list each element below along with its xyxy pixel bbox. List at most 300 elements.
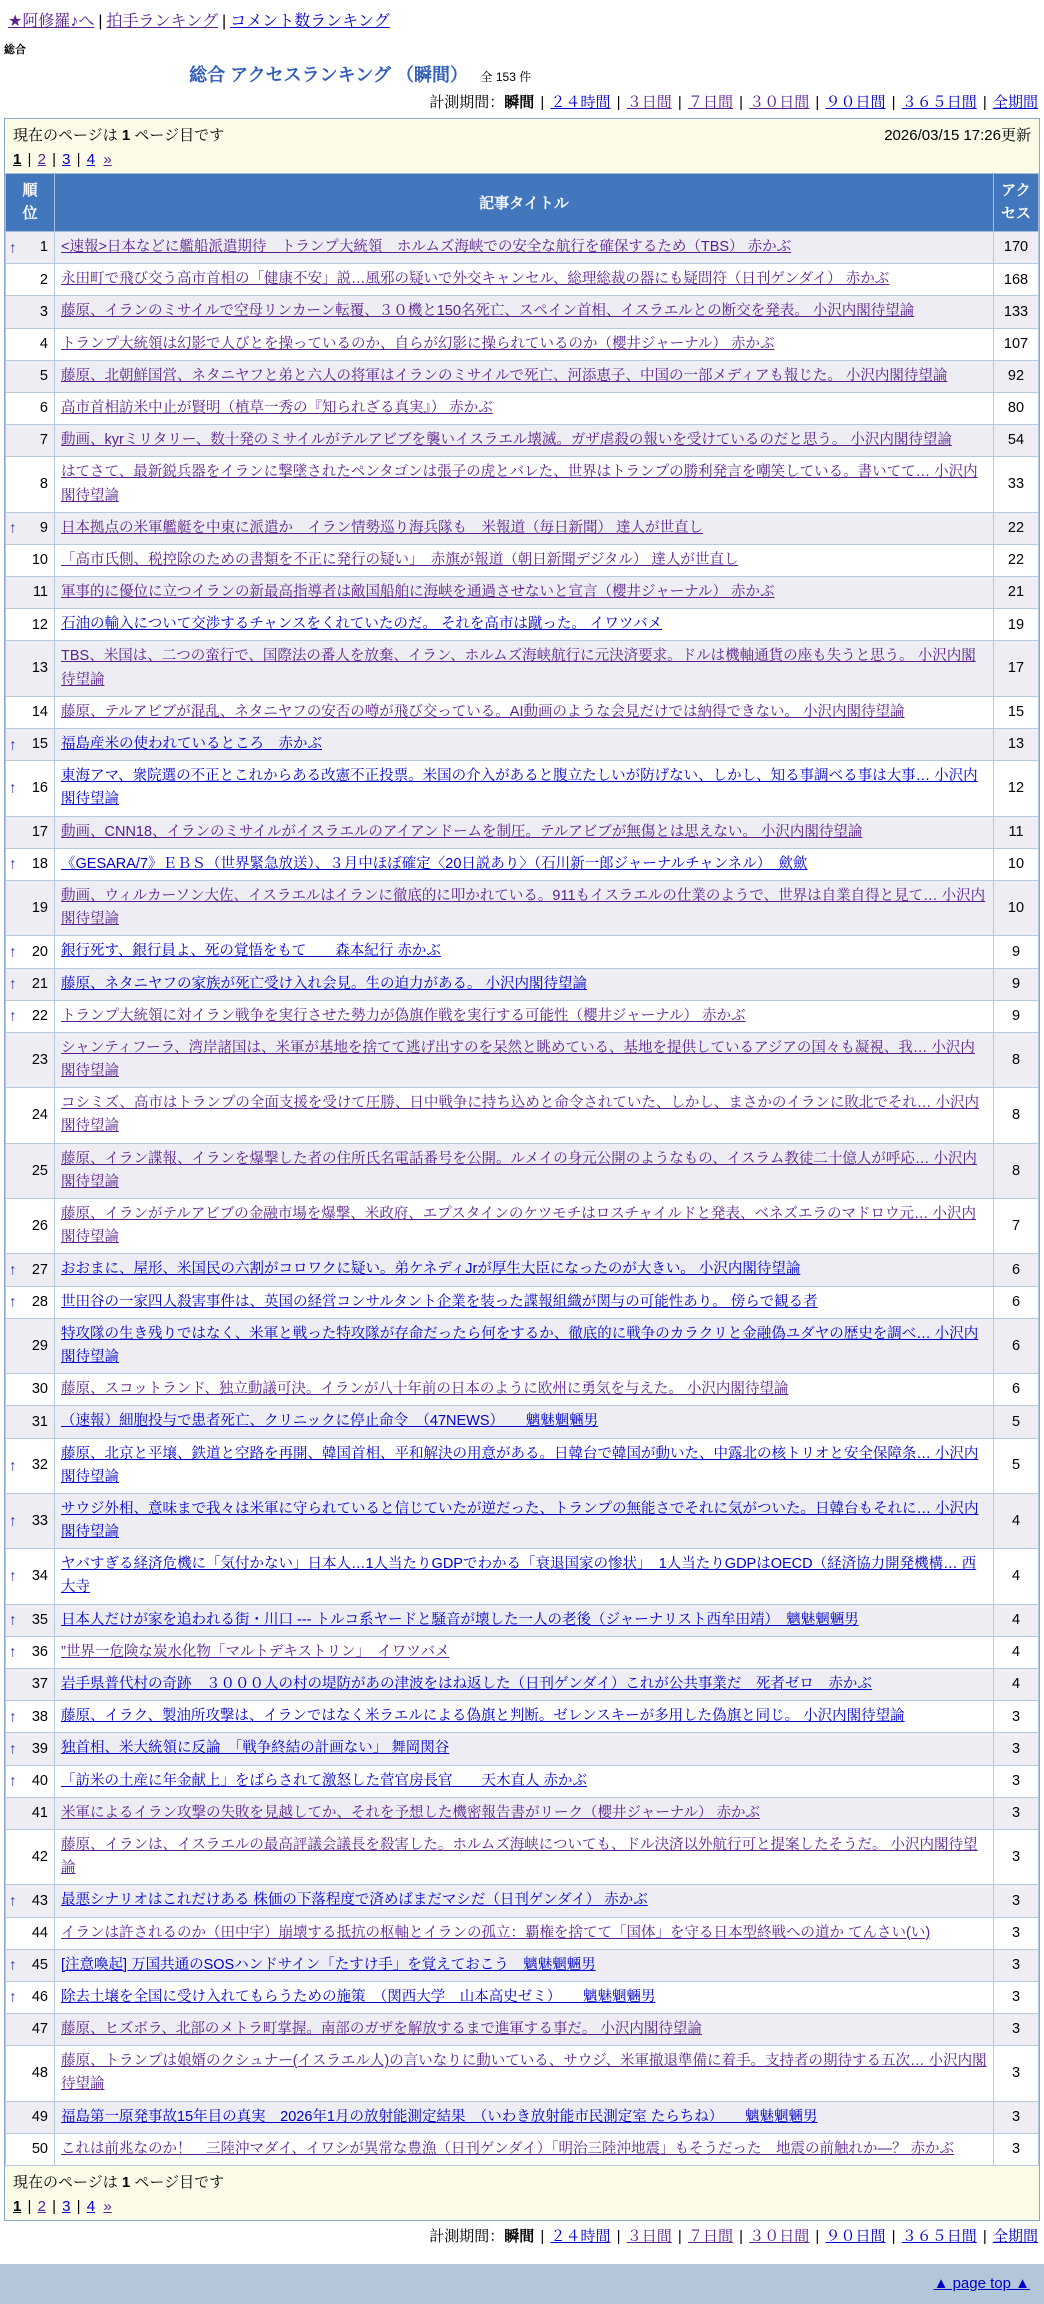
pagination-page-link[interactable]: 3	[62, 2198, 71, 2215]
rank-number: 45	[31, 1957, 48, 1974]
title-cell	[55, 1318, 994, 1373]
table-row	[6, 1885, 1039, 1917]
rank-cell	[6, 609, 55, 641]
table-header-row	[6, 174, 1039, 232]
article-link[interactable]: 藤原、ヒズボラ、北部のメトラ町掌握。南部のガザを解放するまで進軍する事だ。 小沢内閣待望論	[61, 2021, 702, 2038]
category-label: 総合	[4, 44, 26, 56]
rank-up-icon: ↑	[9, 1007, 17, 1025]
rank-up-icon: ↑	[9, 1611, 17, 1629]
rank-up-icon: ↑	[9, 1772, 17, 1790]
title-cell	[55, 425, 994, 457]
access-count-cell: 17	[994, 641, 1039, 696]
period-link[interactable]: ９０日間	[825, 94, 886, 111]
title-cell	[55, 360, 994, 392]
access-count-cell: 54	[994, 425, 1039, 457]
article-link[interactable]: 《GESARA/7》ＥＢＳ（世界緊急放送）、３月中ほぼ確定〈20日説あり〉（石川新一郎ジャーナルチャンネル） 歛歛	[61, 855, 808, 872]
access-count-cell: 3	[994, 1829, 1039, 1884]
rank-number: 30	[31, 1381, 48, 1398]
rank-cell	[6, 328, 55, 360]
rank-up-icon: ↑	[9, 1512, 17, 1530]
article-link[interactable]: 軍事的に優位に立つイランの新最高指導者は敵国船舶に海峡を通過させないと宣言（櫻井ジャーナル） 赤かぶ	[61, 584, 775, 601]
article-link[interactable]: 藤原、スコットランド、独立動議可決。イランが八十年前の日本のように欧州に勇気を与えた。 小沢内閣待望論	[61, 1381, 789, 1398]
title-cell	[55, 1000, 994, 1032]
title-cell	[55, 232, 994, 264]
period-link[interactable]: ２４時間	[550, 2228, 611, 2245]
article-link[interactable]: ”世界一危険な炭水化物「マルトデキストリン」 イワツバメ	[61, 1643, 450, 1660]
period-separator: |	[887, 94, 900, 111]
rank-cell	[6, 1088, 55, 1143]
rank-cell	[6, 457, 55, 512]
period-separator: |	[735, 2228, 748, 2245]
article-link[interactable]: 動画、CNN18、イランのミサイルがイスラエルのアイアンドームを制圧。テルアビブが無傷とは思えない。 小沢内閣待望論	[61, 823, 863, 840]
access-count-cell: 9	[994, 968, 1039, 1000]
table-row	[6, 1549, 1039, 1604]
access-count-cell: 9	[994, 936, 1039, 968]
access-count-cell: 4	[994, 1493, 1039, 1548]
rank-number: 3	[39, 303, 48, 320]
access-count-cell: 9	[994, 1000, 1039, 1032]
pagination-page-link[interactable]: 4	[86, 151, 96, 168]
title-cell	[55, 1917, 994, 1949]
period-separator: |	[673, 2228, 686, 2245]
access-count-cell: 3	[994, 1885, 1039, 1917]
access-count-cell: 4	[994, 1636, 1039, 1668]
table-row	[6, 457, 1039, 512]
rank-number: 39	[31, 1740, 48, 1757]
rank-number: 5	[39, 368, 48, 385]
table-row	[6, 696, 1039, 728]
table-row	[6, 641, 1039, 696]
article-link[interactable]: TBS、米国は、二つの蛮行で、国際法の番人を放棄、イラン、ホルムズ海峡航行に元決済要求。ドルは機軸通貨の座も失うと思う。 小沢内閣待望論	[61, 648, 976, 688]
rank-number: 31	[31, 1413, 48, 1430]
article-link[interactable]: 東海アマ、衆院選の不正とこれからある改憲不正投票。米国の介入があると腹立たしいが防げない、しかし、知る事調べる事は大事… 小沢内閣待望論	[61, 768, 978, 808]
title-cell	[55, 512, 994, 544]
page-info-number: 1	[121, 127, 131, 144]
period-links	[0, 87, 1044, 116]
period-link[interactable]: ７日間	[687, 94, 733, 111]
pagination-page-link[interactable]: 2	[37, 2198, 46, 2215]
access-count-cell: 3	[994, 2046, 1039, 2101]
table-row	[6, 848, 1039, 880]
rank-number: 34	[31, 1568, 48, 1585]
rank-number: 41	[31, 1805, 48, 1822]
table-row	[6, 425, 1039, 457]
box-head	[5, 119, 1039, 173]
article-link[interactable]: 永田町で飛び交う高市首相の「健康不安」説…風邪の疑いで外交キャンセル、総理総裁の器にも疑問符（日刊ゲンダイ） 赤かぶ	[61, 271, 890, 288]
rank-cell	[6, 2046, 55, 2101]
article-link[interactable]: 福島第一原発事故15年目の真実 2026年1月の放射能測定結果 （いわき放射能市民測定室 たらちね） 魑魅魍魎男	[61, 2108, 818, 2125]
title-cell	[55, 1032, 994, 1087]
rank-cell	[6, 360, 55, 392]
box-foot	[5, 2166, 1039, 2220]
title-cell	[55, 1199, 994, 1254]
rank-cell	[6, 1949, 55, 1981]
title-cell	[55, 2014, 994, 2046]
rank-cell	[6, 264, 55, 296]
rank-cell	[6, 1981, 55, 2013]
rank-cell	[6, 1549, 55, 1604]
table-row	[6, 544, 1039, 576]
nav-separator: |	[222, 13, 227, 30]
access-count-cell: 3	[994, 2133, 1039, 2165]
article-link[interactable]: 「高市氏側、税控除のための書類を不正に発行の疑い」 赤旗が報道（朝日新聞デジタル） 達人が世直し	[61, 551, 739, 568]
access-count-cell: 4	[994, 1604, 1039, 1636]
rank-cell	[6, 880, 55, 935]
access-count-cell: 8	[994, 1032, 1039, 1087]
table-row	[6, 1493, 1039, 1548]
title-cell	[55, 1765, 994, 1797]
rank-number: 9	[39, 520, 48, 537]
title-cell	[55, 2046, 994, 2101]
rank-cell	[6, 1701, 55, 1733]
article-link[interactable]: 石油の輸入について交渉するチャンスをくれていたのだ。 それを高市は蹴った。 イワツバメ	[61, 616, 663, 633]
article-link[interactable]: 藤原、イラク、製油所攻撃は、イランではなく米ラエルによる偽旗と判断。ゼレンスキーが多用した偽旗と同じ。 小沢内閣待望論	[61, 1708, 905, 1725]
article-link[interactable]: サウジ外相、意味まで我々は米軍に守られていると信じていたが逆だった、トランプの無能さでそれに気がついた。日韓台もそれに… 小沢内閣待望論	[61, 1500, 979, 1541]
access-count-cell: 10	[994, 848, 1039, 880]
rank-up-icon: ↑	[9, 1988, 17, 2006]
rank-number: 43	[31, 1892, 48, 1909]
title-cell	[55, 609, 994, 641]
article-link[interactable]: 動画、kyrミリタリー、数十発のミサイルがテルアビブを襲いイスラエル壊滅。ガザ虐殺の報いを受けているのだと思う。 小沢内閣待望論	[61, 432, 952, 449]
period-link[interactable]: ２４時間	[550, 94, 611, 111]
rank-cell	[6, 936, 55, 968]
rank-number: 23	[31, 1051, 48, 1068]
rank-cell	[6, 1000, 55, 1032]
access-count-cell: 3	[994, 1917, 1039, 1949]
table-row	[6, 1374, 1039, 1406]
rank-cell	[6, 729, 55, 761]
page-info-prefix: 現在のページは	[13, 2174, 118, 2191]
pagination-page-link[interactable]: 3	[62, 151, 71, 168]
rank-number: 33	[31, 1512, 48, 1529]
access-count-cell: 7	[994, 1199, 1039, 1254]
table-row	[6, 1636, 1039, 1668]
article-link[interactable]: 福島産米の使われているところ 赤かぶ	[61, 736, 322, 752]
article-link[interactable]: 最悪シナリオはこれだけある 株価の下落程度で済めばまだマシだ（日刊ゲンダイ） 赤かぶ	[61, 1892, 648, 1909]
rank-number: 48	[31, 2065, 48, 2082]
article-link[interactable]: 藤原、イラン諜報、イランを爆撃した者の住所氏名電話番号を公開。ルメイの身元公開のようなもの、イスラム教徒二十億人が呼応… 小沢内閣待望論	[61, 1150, 977, 1190]
rank-number: 13	[31, 660, 48, 677]
article-link[interactable]: 藤原、イランは、イスラエルの最高評議会議長を殺害した。ホルムズ海峡についても、ドル決済以外航行可と提案したそうだ。 小沢内閣待望論	[61, 1836, 978, 1877]
period-separator: |	[887, 2228, 900, 2245]
rank-cell	[6, 392, 55, 424]
title-cell	[55, 1701, 994, 1733]
article-link[interactable]: はてさて、最新鋭兵器をイランに撃墜されたペンタゴンは張子の虎とバレた、世界はトランプの勝利発言を嘲笑している。書いてて… 小沢内閣待望論	[61, 464, 978, 504]
access-count-cell: 133	[994, 296, 1039, 328]
pagination-next-link[interactable]: »	[103, 151, 112, 168]
access-count-cell: 33	[994, 457, 1039, 512]
rank-number: 7	[39, 432, 48, 449]
rank-number: 12	[31, 616, 48, 633]
access-count-cell: 22	[994, 512, 1039, 544]
rank-number: 18	[31, 856, 48, 873]
rank-number: 10	[31, 552, 48, 569]
article-link[interactable]: （速報）細胞投与で患者死亡、クリニックに停止命令 （47NEWS） 魑魅魍魎男	[61, 1413, 599, 1430]
rank-number: 27	[31, 1261, 48, 1278]
period-links	[0, 2221, 1044, 2250]
access-count-cell: 3	[994, 1797, 1039, 1829]
table-row	[6, 1604, 1039, 1636]
table-row	[6, 1438, 1039, 1493]
rank-number: 6	[39, 400, 48, 417]
rank-cell	[6, 1669, 55, 1701]
article-link[interactable]: 除去土壌を全国に受け入れてもらうための施策 （関西大学 山本高史ゼミ） 魑魅魍魎男	[61, 1988, 656, 2005]
rank-cell	[6, 1143, 55, 1198]
rank-cell	[6, 1406, 55, 1438]
article-link[interactable]: 藤原、トランプは娘婿のクシュナー(イスラエル人)の言いなりに動いている、サウジ、米軍撤退準備に着手。支持者の期待する五次… 小沢内閣待望論	[61, 2053, 987, 2093]
title-cell	[55, 696, 994, 728]
table-row	[6, 2133, 1039, 2165]
rank-cell	[6, 1286, 55, 1318]
rank-cell	[6, 696, 55, 728]
title-cell	[55, 392, 994, 424]
article-link[interactable]: ヤバすぎる経済危機に「気付かない」日本人…1人当たりGDPでわかる「衰退国家の惨状」 1人当たりGDPはOECD（経済協力開発機構… 西大寺	[61, 1556, 977, 1596]
article-link[interactable]: コシミズ、高市はトランプの全面支援を受けて圧勝、日中戦争に持ち込めと命令されていた、しかし、まさかのイランに敗北でそれ… 小沢内閣待望論	[61, 1095, 979, 1135]
article-link[interactable]: 日本拠点の米軍艦艇を中東に派遣か イラン情勢巡り海兵隊も 米報道（毎日新聞） 達人が世直し	[61, 519, 704, 536]
period-link[interactable]: 全期間	[992, 2228, 1038, 2245]
ranking-table	[5, 173, 1039, 2166]
rank-number: 11	[32, 584, 48, 601]
table-row	[6, 264, 1039, 296]
article-link[interactable]: トランプ大統領に対イラン戦争を実行させた勢力が偽旗作戦を実行する可能性（櫻井ジャーナル） 赤かぶ	[61, 1007, 746, 1024]
rank-cell	[6, 1636, 55, 1668]
pagination-page-link[interactable]: 4	[86, 2198, 96, 2215]
access-count-cell: 21	[994, 577, 1039, 609]
table-row	[6, 1981, 1039, 2013]
rank-number: 4	[39, 335, 48, 352]
title-cell	[55, 1549, 994, 1604]
period-link[interactable]: 全期間	[992, 94, 1038, 111]
article-link[interactable]: 藤原、北京と平壌、鉄道と空路を再開、韓国首相、平和解決の用意がある。日韓台で韓国が動いた、中露北の核トリオと安全保障条… 小沢内閣待望論	[61, 1445, 979, 1485]
table-row	[6, 1143, 1039, 1198]
access-count-cell: 19	[994, 609, 1039, 641]
rank-cell	[6, 1318, 55, 1373]
nav-link[interactable]: 拍手ランキング	[106, 13, 219, 30]
article-link[interactable]: 藤原、北朝鮮国営、ネタニヤフと弟と六人の将軍はイランのミサイルで死亡、河添恵子、中国の一部メディアも報じた。 小沢内閣待望論	[61, 367, 948, 384]
article-link[interactable]: これは前兆なのか！ 三陸沖マダイ、イワシが異常な豊漁（日刊ゲンダイ）「明治三陸沖地震」もそうだった 地震の前触れか―？ 赤かぶ	[61, 2140, 955, 2157]
rank-number: 26	[31, 1217, 48, 1234]
table-row	[6, 1829, 1039, 1884]
article-link[interactable]: シャンティフーラ、湾岸諸国は、米軍が基地を捨てて逃げ出すのを呆然と眺めている、基地を提供しているアジアの国々も凝視、我… 小沢内閣待望論	[61, 1039, 975, 1080]
article-link[interactable]: 藤原、ネタニヤフの家族が死亡受け入れ会見。生の迫力がある。 小沢内閣待望論	[61, 975, 588, 992]
rank-up-icon: ↑	[9, 1740, 17, 1758]
table-row	[6, 2101, 1039, 2133]
rank-cell	[6, 1885, 55, 1917]
table-row	[6, 1032, 1039, 1087]
rank-cell	[6, 761, 55, 816]
page-info-suffix: ページ目です	[134, 2174, 225, 2191]
title-cell	[55, 328, 994, 360]
period-link[interactable]: ９０日間	[825, 2228, 886, 2245]
rank-up-icon: ↑	[9, 975, 17, 993]
article-link[interactable]: おおまに、屋形、米国民の六割がコロワクに疑い。弟ケネディJrが厚生大臣になったのが大きい。 小沢内閣待望論	[61, 1261, 801, 1278]
rank-cell	[6, 232, 55, 264]
col-header-title: 記事タイトル	[55, 174, 994, 232]
rank-number: 42	[31, 1848, 48, 1865]
title-cell	[55, 544, 994, 576]
title-cell	[55, 1949, 994, 1981]
col-header-rank: 順位	[6, 174, 55, 232]
article-link[interactable]: 「訪米の土産に年金献上」をばらされて激怒した菅官房長官 天木直人 赤かぶ	[61, 1772, 588, 1789]
title-cell	[55, 577, 994, 609]
rank-cell	[6, 848, 55, 880]
rank-up-icon: ↑	[9, 1956, 17, 1974]
table-row	[6, 609, 1039, 641]
table-row	[6, 729, 1039, 761]
rank-cell	[6, 1254, 55, 1286]
table-row	[6, 1286, 1039, 1318]
access-count-cell: 10	[994, 880, 1039, 935]
access-count-cell: 8	[994, 1088, 1039, 1143]
rank-cell	[6, 1374, 55, 1406]
title-cell	[55, 457, 994, 512]
period-link[interactable]: ３６５日間	[901, 94, 977, 111]
rank-number: 29	[31, 1337, 48, 1354]
rank-cell	[6, 425, 55, 457]
access-count-cell: 3	[994, 1981, 1039, 2013]
table-row	[6, 1949, 1039, 1981]
table-row	[6, 577, 1039, 609]
article-link[interactable]: イランは許されるのか（田中宇）崩壊する抵抗の枢軸とイランの孤立：覇権を捨てて「国体」を守る日本型終戦への道か てんさい(い)	[61, 1924, 931, 1941]
rank-cell	[6, 296, 55, 328]
pagination-current: 1	[13, 2198, 22, 2215]
access-count-cell: 3	[994, 1733, 1039, 1765]
total-count: 全 153 件	[480, 70, 532, 84]
article-link[interactable]: 高市首相訪米中止が賢明（植草一秀の『知られざる真実』） 赤かぶ	[61, 399, 493, 416]
rank-up-icon: ↑	[9, 735, 17, 753]
title-cell	[55, 264, 994, 296]
pagination-page-link[interactable]: 2	[37, 151, 46, 168]
article-link[interactable]: 日本人だけが家を追われる街・川口 --- トルコ系ヤードと騒音が壊した一人の老後（ジャーナリスト西牟田靖） 魑魅魍魎男	[61, 1611, 859, 1628]
title-cell	[55, 296, 994, 328]
ranking-table-body	[6, 232, 1039, 2166]
article-link[interactable]: 動画、ウィルカーソン大佐、イスラエルはイランに徹底的に叩かれている。911もイスラエルの仕業のようで、世界は自業自得と見て… 小沢内閣待望論	[61, 887, 986, 928]
access-count-cell: 4	[994, 1669, 1039, 1701]
title-cell	[55, 936, 994, 968]
table-row	[6, 1701, 1039, 1733]
rank-number: 17	[31, 823, 48, 840]
article-link[interactable]: 藤原、イランがテルアビブの金融市場を爆撃、米政府、エプスタインのケツモチはロスチャイルドと発表、ベネズエラのマドロウ元… 小沢内閣待望論	[61, 1206, 977, 1246]
page-info-prefix: 現在のページは	[13, 127, 118, 144]
rank-up-icon: ↑	[9, 1261, 17, 1279]
title-cell	[55, 1797, 994, 1829]
nav-link[interactable]: コメント数ランキング	[230, 13, 390, 30]
article-link[interactable]: 独首相、米大統領に反論 「戦争終結の計画ない」 舞岡関谷	[61, 1740, 450, 1757]
period-separator: |	[673, 94, 686, 111]
rank-cell	[6, 544, 55, 576]
title-cell	[55, 761, 994, 816]
rank-cell	[6, 1917, 55, 1949]
title-cell	[55, 848, 994, 880]
article-link[interactable]: <速報>日本などに艦船派遣期待 トランプ大統領 ホルムズ海峡での安全な航行を確保するため（TBS） 赤かぶ	[61, 239, 792, 255]
access-count-cell: 12	[994, 761, 1039, 816]
article-link[interactable]: 藤原、イランのミサイルで空母リンカーン転覆、３０機と150名死亡、スペイン首相、イスラエルとの断交を発表。 小沢内閣待望論	[61, 303, 915, 320]
title-cell	[55, 1286, 994, 1318]
rank-up-icon: ↑	[9, 1293, 17, 1311]
access-count-cell: 3	[994, 1701, 1039, 1733]
rank-number: 28	[31, 1293, 48, 1310]
access-count-cell: 5	[994, 1438, 1039, 1493]
article-link[interactable]: トランプ大統領は幻影で人びとを操っているのか、自らが幻影に操られているのか（櫻井ジャーナル） 赤かぶ	[61, 335, 775, 352]
rank-up-icon: ↑	[9, 1708, 17, 1726]
period-separator: |	[811, 2228, 824, 2245]
access-count-cell: 3	[994, 1765, 1039, 1797]
table-row	[6, 816, 1039, 848]
table-row	[6, 968, 1039, 1000]
title-cell	[55, 1143, 994, 1198]
pagination-current: 1	[13, 151, 22, 168]
access-count-cell: 6	[994, 1318, 1039, 1373]
period-link[interactable]: ３０日間	[749, 2228, 810, 2245]
pagetop-bar	[0, 2264, 1044, 2304]
rank-up-icon: ↑	[9, 519, 17, 537]
article-link[interactable]: [注意喚起] 万国共通のSOSハンドサイン「たすけ手」を覚えておこう 魑魅魍魎男	[61, 1956, 596, 1973]
top-nav	[0, 0, 1044, 35]
table-row	[6, 936, 1039, 968]
title-cell	[55, 1604, 994, 1636]
rank-up-icon: ↑	[9, 943, 17, 961]
period-separator: |	[811, 94, 824, 111]
table-row	[6, 880, 1039, 935]
period-separator: |	[978, 94, 991, 111]
pagination-bottom	[13, 2198, 1031, 2215]
period-separator: |	[612, 94, 625, 111]
article-link[interactable]: 米軍によるイラン攻撃の失敗を見越してか、それを予想した機密報告書がリーク（櫻井ジャーナル） 赤かぶ	[61, 1804, 761, 1821]
access-count-cell: 3	[994, 1949, 1039, 1981]
rank-cell	[6, 1797, 55, 1829]
article-link[interactable]: 特攻隊の生き残りではなく、米軍と戦った特攻隊が存命だったら何をするか、徹底的に戦争のカラクリと金融偽ユダヤの歴史を調べ… 小沢内閣待望論	[61, 1325, 979, 1365]
title-cell	[55, 2133, 994, 2165]
rank-cell	[6, 1493, 55, 1548]
period-link[interactable]: ７日間	[687, 2228, 733, 2245]
rank-number: 49	[31, 2108, 48, 2125]
table-row	[6, 360, 1039, 392]
period-label: 計測期間：	[429, 2228, 505, 2245]
access-count-cell: 22	[994, 544, 1039, 576]
nav-link[interactable]: ★阿修羅♪へ	[8, 13, 95, 30]
article-link[interactable]: 藤原、テルアビブが混乱、ネタニヤフの安否の噂が飛び交っている。AI動画のような会見だけでは納得できない。 小沢内閣待望論	[61, 703, 905, 720]
current-page-info	[13, 2171, 1031, 2192]
rank-cell	[6, 1199, 55, 1254]
article-link[interactable]: 銀行死す、銀行員よ、死の覚悟をもて 森本紀行 赤かぶ	[61, 943, 441, 960]
rank-number: 19	[31, 899, 48, 916]
rank-number: 21	[31, 975, 48, 992]
table-row	[6, 296, 1039, 328]
rank-number: 1	[39, 239, 48, 256]
period-separator: |	[612, 2228, 625, 2245]
table-row	[6, 1765, 1039, 1797]
period-link[interactable]: ３６５日間	[901, 2228, 977, 2245]
pagination-separator: |	[72, 151, 85, 168]
pagination-next-link[interactable]: »	[103, 2198, 112, 2215]
rank-number: 47	[31, 2021, 48, 2038]
table-row	[6, 512, 1039, 544]
rank-up-icon: ↑	[9, 1567, 17, 1585]
article-link[interactable]: 岩手県普代村の奇跡 ３０００人の村の堤防があの津波をはね返した（日刊ゲンダイ）これが公共事業だ 死者ゼロ 赤かぶ	[61, 1676, 872, 1692]
rank-up-icon: ↑	[9, 238, 17, 256]
article-link[interactable]: 世田谷の一家四人殺害事件は、英国の経営コンサルタント企業を装った諜報組織が関与の可能性あり。 傍らで観る者	[61, 1293, 818, 1310]
table-row	[6, 1733, 1039, 1765]
pagination-separator: |	[23, 2198, 36, 2215]
rank-number: 20	[31, 943, 48, 960]
period-link[interactable]: ３０日間	[749, 94, 810, 111]
period-link[interactable]: ３日間	[626, 2228, 672, 2245]
period-separator: |	[735, 94, 748, 111]
page-top-link[interactable]: ▲ page top ▲	[933, 2275, 1030, 2292]
rank-cell	[6, 968, 55, 1000]
rank-number: 22	[31, 1008, 48, 1025]
period-link[interactable]: ３日間	[626, 94, 672, 111]
